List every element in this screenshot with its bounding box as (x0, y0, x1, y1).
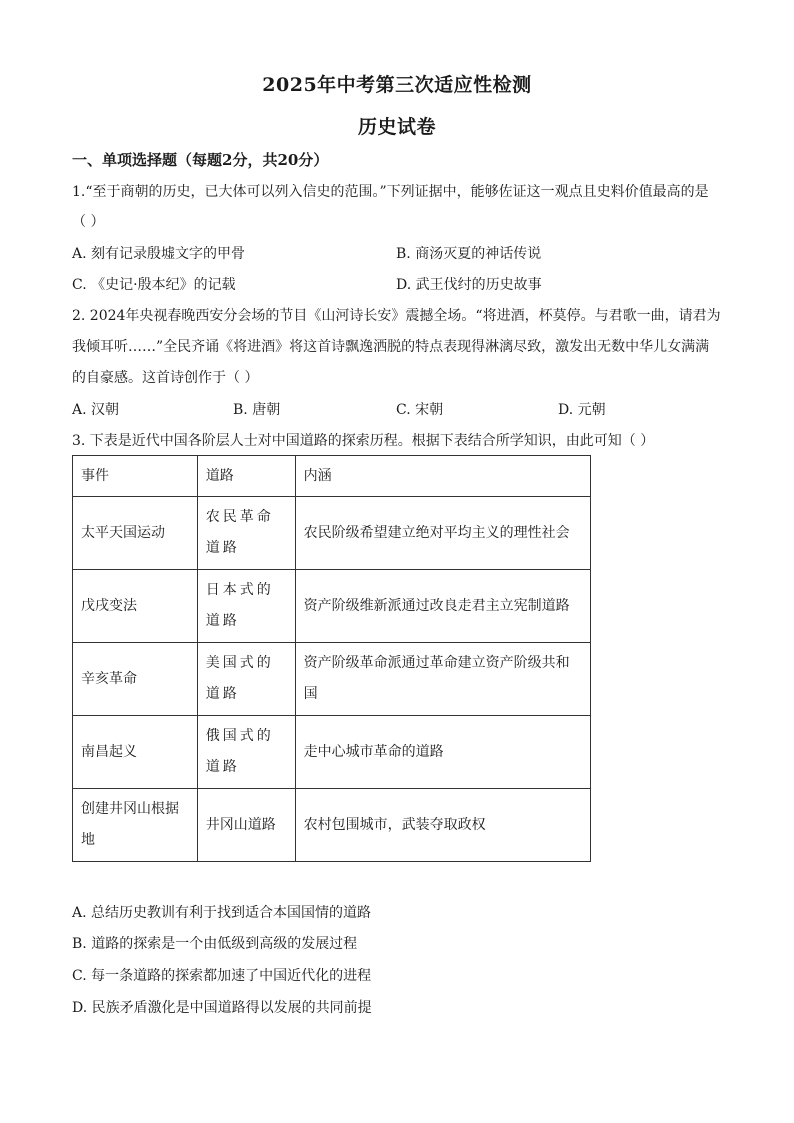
q2-stem-line1: 2. 2024年央视春晚西安分会场的节目《山河诗长安》震撼全场。“将进酒，杯莫停。与君歌一曲，请君为 (72, 308, 721, 324)
table-row (73, 570, 591, 643)
table-cell: 创建井冈山根据地 (73, 789, 198, 862)
q2-option-c[interactable]: C. 宋朝 (396, 402, 444, 418)
q2-option-d[interactable]: D. 元朝 (558, 402, 606, 418)
table-cell: 资产阶级革命派通过革命建立资产阶级共和国 (295, 643, 590, 716)
q1-option-a[interactable]: A. 刻有记录殷墟文字的甲骨 (72, 246, 246, 262)
section-heading: 一、单项选择题（每题2分，共20分） (72, 151, 329, 169)
table-cell: 美国式的道路 (197, 643, 295, 716)
q2-stem-line2: 我倾耳听……”全民齐诵《将进酒》将这首诗飘逸洒脱的特点表现得淋漓尽致，激发出无数中华儿女满满 (72, 339, 710, 355)
q2-option-b[interactable]: B. 唐朝 (233, 402, 281, 418)
table-cell: 资产阶级维新派通过改良走君主立宪制道路 (295, 570, 590, 643)
q1-option-b[interactable]: B. 商汤灭夏的神话传说 (396, 246, 542, 262)
table-cell: 戊戌变法 (73, 570, 198, 643)
table-cell: 辛亥革命 (73, 643, 198, 716)
q2-option-a[interactable]: A. 汉朝 (72, 402, 120, 418)
exam-subtitle: 历史试卷 (357, 116, 436, 138)
q3-option-c[interactable]: C. 每一条道路的探索都加速了中国近代化的进程 (72, 968, 372, 984)
table-cell: 太平天国运动 (73, 497, 198, 570)
table-cell: 日本式的道路 (197, 570, 295, 643)
table-cell: 南昌起义 (73, 716, 198, 789)
q1-option-c[interactable]: C. 《史记·殷本纪》的记载 (72, 277, 236, 293)
table-cell: 农民阶级希望建立绝对平均主义的理性社会 (295, 497, 590, 570)
table-header-row (73, 456, 591, 497)
q1-stem-line1: 1.“至于商朝的历史，已大体可以列入信史的范围。”下列证据中，能够佐证这一观点且史料价值最高的是 (72, 184, 709, 200)
q3-option-b[interactable]: B. 道路的探索是一个由低级到高级的发展过程 (72, 936, 358, 952)
table-cell: 农村包围城市，武装夺取政权 (295, 789, 590, 862)
q3-stem: 3. 下表是近代中国各阶层人士对中国道路的探索历程。根据下表结合所学知识，由此可知（ ） (72, 433, 655, 449)
table-row (73, 716, 591, 789)
table-row (73, 497, 591, 570)
table-row (73, 643, 591, 716)
table-header-cell: 事件 (73, 456, 198, 497)
table-cell: 俄国式的道路 (197, 716, 295, 789)
q3-option-a[interactable]: A. 总结历史教训有利于找到适合本国国情的道路 (72, 905, 372, 921)
exam-title: 2025年中考第三次适应性检测 (262, 74, 532, 96)
q3-table (72, 455, 591, 862)
table-cell: 走中心城市革命的道路 (295, 716, 590, 789)
table-cell: 井冈山道路 (197, 789, 295, 862)
table-header-cell: 道路 (197, 456, 295, 497)
table-header-cell: 内涵 (295, 456, 590, 497)
table-cell: 农民革命道路 (197, 497, 295, 570)
q3-option-d[interactable]: D. 民族矛盾激化是中国道路得以发展的共同前提 (72, 1000, 372, 1016)
q1-stem-line2: （ ） (72, 214, 105, 230)
q2-stem-line3: 的自豪感。这首诗创作于（ ） (72, 370, 259, 386)
q1-option-d[interactable]: D. 武王伐纣的历史故事 (396, 277, 542, 293)
table-row (73, 789, 591, 862)
